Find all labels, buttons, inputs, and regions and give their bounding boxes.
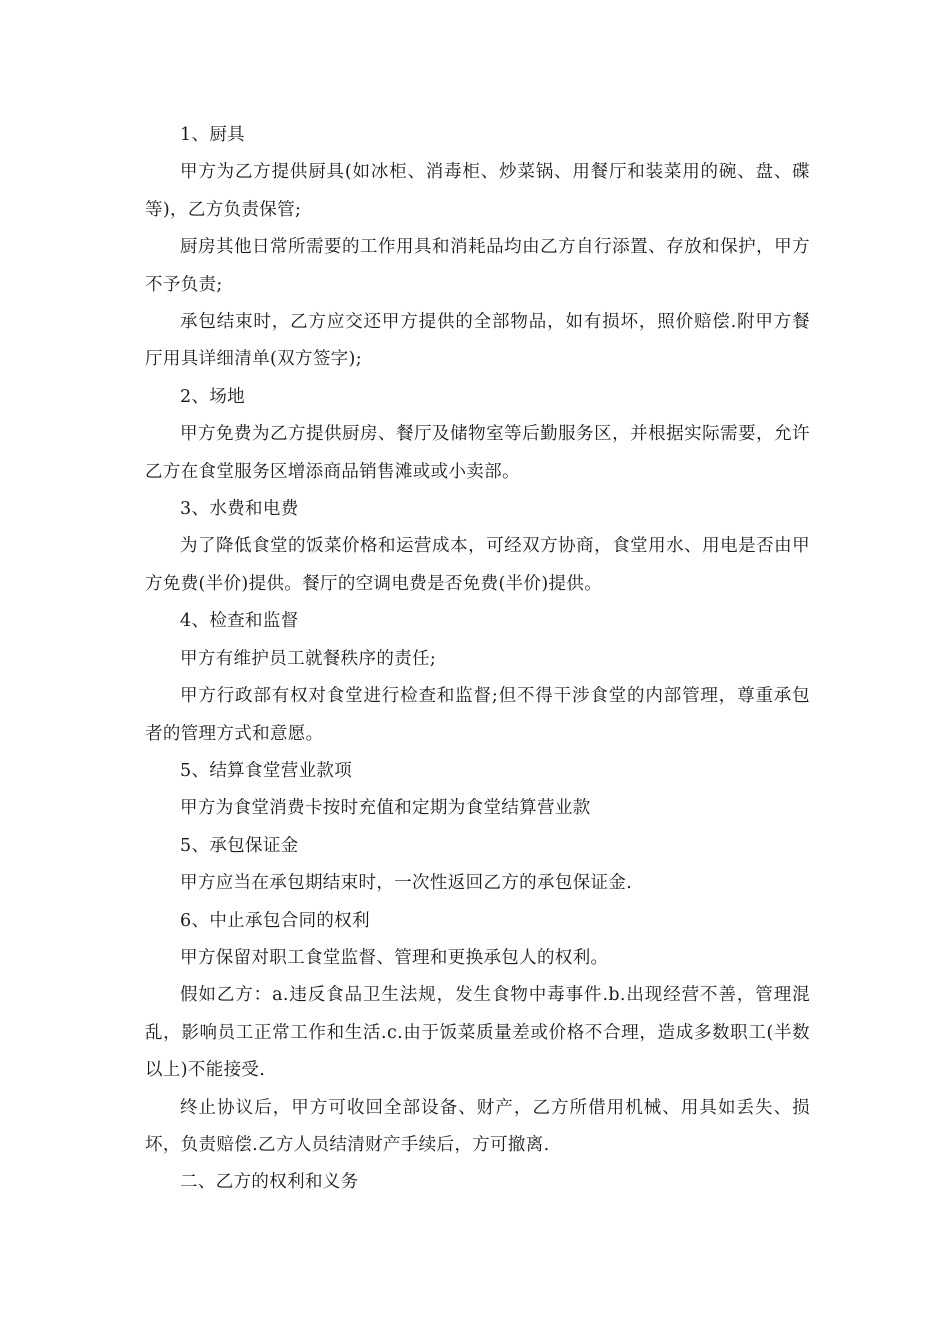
paragraph-venue: 甲方免费为乙方提供厨房、餐厅及储物室等后勤服务区，并根据实际需要，允许乙方在食堂服务区增添商品销售滩或或小卖部。: [145, 424, 810, 482]
heading-termination-right: 6、中止承包合同的权利: [180, 910, 370, 931]
heading-deposit: 5、承包保证金: [180, 835, 299, 856]
paragraph-reserved-right: 甲方保留对职工食堂监督、管理和更换承包人的权利。: [180, 947, 609, 968]
paragraph-kitchen-supplies: 厨房其他日常所需要的工作用具和消耗品均由乙方自行添置、存放和保护，甲方不予负责;: [145, 237, 810, 295]
paragraph-kitchenware-provided: 甲方为乙方提供厨具(如冰柜、消毒柜、炒菜锅、用餐厅和装菜用的碗、盘、碟等)，乙方负责保管;: [145, 162, 810, 220]
document-body: [145, 117, 810, 1202]
paragraph-after-termination: 终止协议后，甲方可收回全部设备、财产，乙方所借用机械、用具如丢失、损坏，负责赔偿.乙方人员结清财产手续后，方可撤离.: [145, 1097, 810, 1155]
paragraph-settlement: 甲方为食堂消费卡按时充值和定期为食堂结算营业款: [180, 798, 591, 819]
paragraph-deposit: 甲方应当在承包期结束时，一次性返回乙方的承包保证金.: [180, 873, 633, 894]
heading-inspection: 4、检查和监督: [180, 611, 299, 632]
heading-party-b-rights: 二、乙方的权利和义务: [180, 1172, 359, 1193]
heading-utilities: 3、水费和电费: [180, 499, 299, 520]
paragraph-supervision: 甲方行政部有权对食堂进行检查和监督;但不得干涉食堂的内部管理，尊重承包者的管理方式和意愿。: [145, 686, 810, 744]
paragraph-dining-order: 甲方有维护员工就餐秩序的责任;: [180, 648, 437, 669]
paragraph-termination-conditions: 假如乙方：a.违反食品卫生法规，发生食物中毒事件.b.出现经营不善，管理混乱，影响员工正常工作和生活.c.由于饭菜质量差或价格不合理，造成多数职工(半数以上)不能接受.: [145, 985, 810, 1081]
paragraph-return-items: 承包结束时，乙方应交还甲方提供的全部物品，如有损坏，照价赔偿.附甲方餐厅用具详细清单(双方签字);: [145, 312, 810, 370]
heading-venue: 2、场地: [180, 386, 246, 407]
heading-kitchenware: 1、厨具: [180, 125, 246, 145]
paragraph-utilities: 为了降低食堂的饭菜价格和运营成本，可经双方协商，食堂用水、用电是否由甲方免费(半价)提供。餐厅的空调电费是否免费(半价)提供。: [145, 536, 810, 594]
heading-settlement: 5、结算食堂营业款项: [180, 760, 353, 781]
